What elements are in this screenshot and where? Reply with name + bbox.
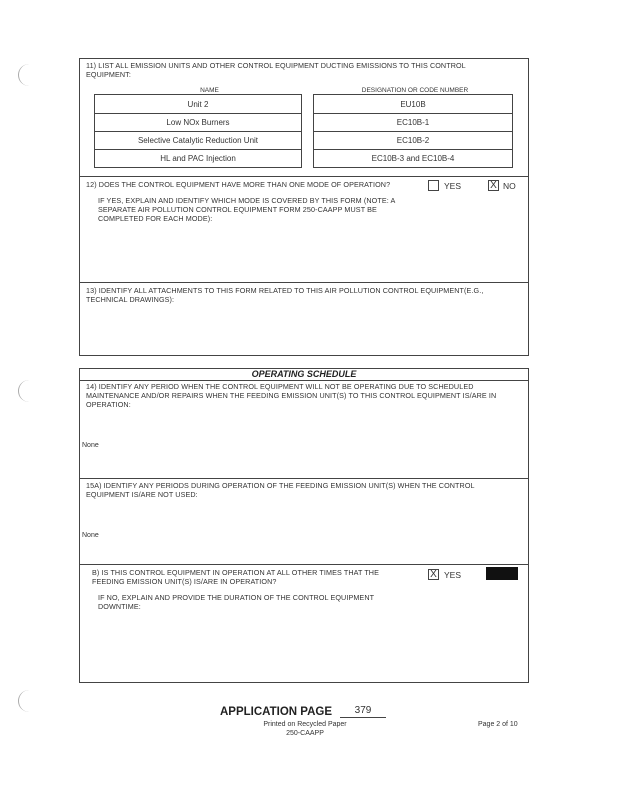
divider bbox=[79, 380, 529, 381]
q15b-label: B) IS THIS CONTROL EQUIPMENT IN OPERATION AT ALL OTHER TIMES THAT THE FEEDING EMISSION UNIT(S) IS/ARE IN OPERATION? bbox=[92, 568, 379, 586]
punch-mark bbox=[18, 380, 31, 402]
divider bbox=[79, 478, 529, 479]
redaction-block bbox=[486, 567, 518, 580]
q11-label: 11) LIST ALL EMISSION UNITS AND OTHER CONTROL EQUIPMENT DUCTING EMISSIONS TO THIS CONTROL EQUIPMENT: bbox=[86, 61, 466, 79]
q12-instructions: IF YES, EXPLAIN AND IDENTIFY WHICH MODE IS COVERED BY THIS FORM (NOTE: A SEPARATE AIR POLLUTION CONTROL EQUIPMENT FORM 250-CAAPP MUST BE COMPLETED FOR EACH MODE): bbox=[98, 196, 396, 223]
q11-col-designation: DESIGNATION OR CODE NUMBER bbox=[361, 87, 469, 94]
q11-code-cell[interactable]: EC10B-1 bbox=[313, 113, 513, 132]
q11-code-cell[interactable]: EC10B-2 bbox=[313, 131, 513, 150]
divider bbox=[79, 176, 529, 177]
q11-name-cell[interactable]: Unit 2 bbox=[94, 94, 302, 114]
divider bbox=[79, 564, 529, 565]
q11-code-cell[interactable]: EU10B bbox=[313, 94, 513, 114]
application-page-label: APPLICATION PAGE bbox=[220, 706, 333, 718]
form-code: 250-CAAPP bbox=[286, 730, 324, 737]
q12-label: 12) DOES THE CONTROL EQUIPMENT HAVE MORE THAN ONE MODE OF OPERATION? bbox=[86, 180, 391, 189]
q15b-yes-label: YES bbox=[444, 570, 462, 580]
punch-mark bbox=[18, 690, 31, 712]
q11-name-cell[interactable]: HL and PAC Injection bbox=[94, 149, 302, 168]
q12-no-label: NO bbox=[503, 181, 516, 191]
q15a-label: 15A) IDENTIFY ANY PERIODS DURING OPERATION OF THE FEEDING EMISSION UNIT(S) WHEN THE CONTROL EQUIPMENT IS/ARE NOT USED: bbox=[86, 481, 475, 499]
q11-name-cell[interactable]: Low NOx Burners bbox=[94, 113, 302, 132]
q11-code-cell[interactable]: EC10B-3 and EC10B-4 bbox=[313, 149, 513, 168]
q12-no-checkbox[interactable]: X bbox=[488, 180, 499, 191]
q14-answer[interactable]: None bbox=[82, 442, 99, 449]
q15a-answer[interactable]: None bbox=[82, 532, 99, 539]
operating-schedule-frame bbox=[79, 368, 529, 683]
q11-col-name: NAME bbox=[200, 87, 219, 94]
q11-name-cell[interactable]: Selective Catalytic Reduction Unit bbox=[94, 131, 302, 150]
q12-yes-checkbox[interactable] bbox=[428, 180, 439, 191]
divider bbox=[79, 282, 529, 283]
page-count: Page 2 of 10 bbox=[478, 721, 518, 728]
operating-schedule-title: OPERATING SCHEDULE bbox=[251, 369, 357, 379]
application-page-number: 379 bbox=[340, 704, 386, 718]
q14-label: 14) IDENTIFY ANY PERIOD WHEN THE CONTROL EQUIPMENT WILL NOT BE OPERATING DUE TO SCHEDULED MAINTENANCE AND/OR REPAIRS WHEN THE FEEDING EMISSION UNIT(S) TO THIS CONTROL EQUIPMENT IS/ARE IN OPERATION: bbox=[86, 382, 497, 409]
q15b-yes-checkbox[interactable]: X bbox=[428, 569, 439, 580]
recycled-paper-note: Printed on Recycled Paper bbox=[263, 721, 347, 728]
q13-label: 13) IDENTIFY ALL ATTACHMENTS TO THIS FORM RELATED TO THIS AIR POLLUTION CONTROL EQUIPMENT(E.G., TECHNICAL DRAWINGS): bbox=[86, 286, 484, 304]
q12-yes-label: YES bbox=[444, 181, 462, 191]
q15b-instructions: IF NO, EXPLAIN AND PROVIDE THE DURATION OF THE CONTROL EQUIPMENT DOWNTIME: bbox=[98, 593, 374, 611]
punch-mark bbox=[18, 64, 31, 86]
